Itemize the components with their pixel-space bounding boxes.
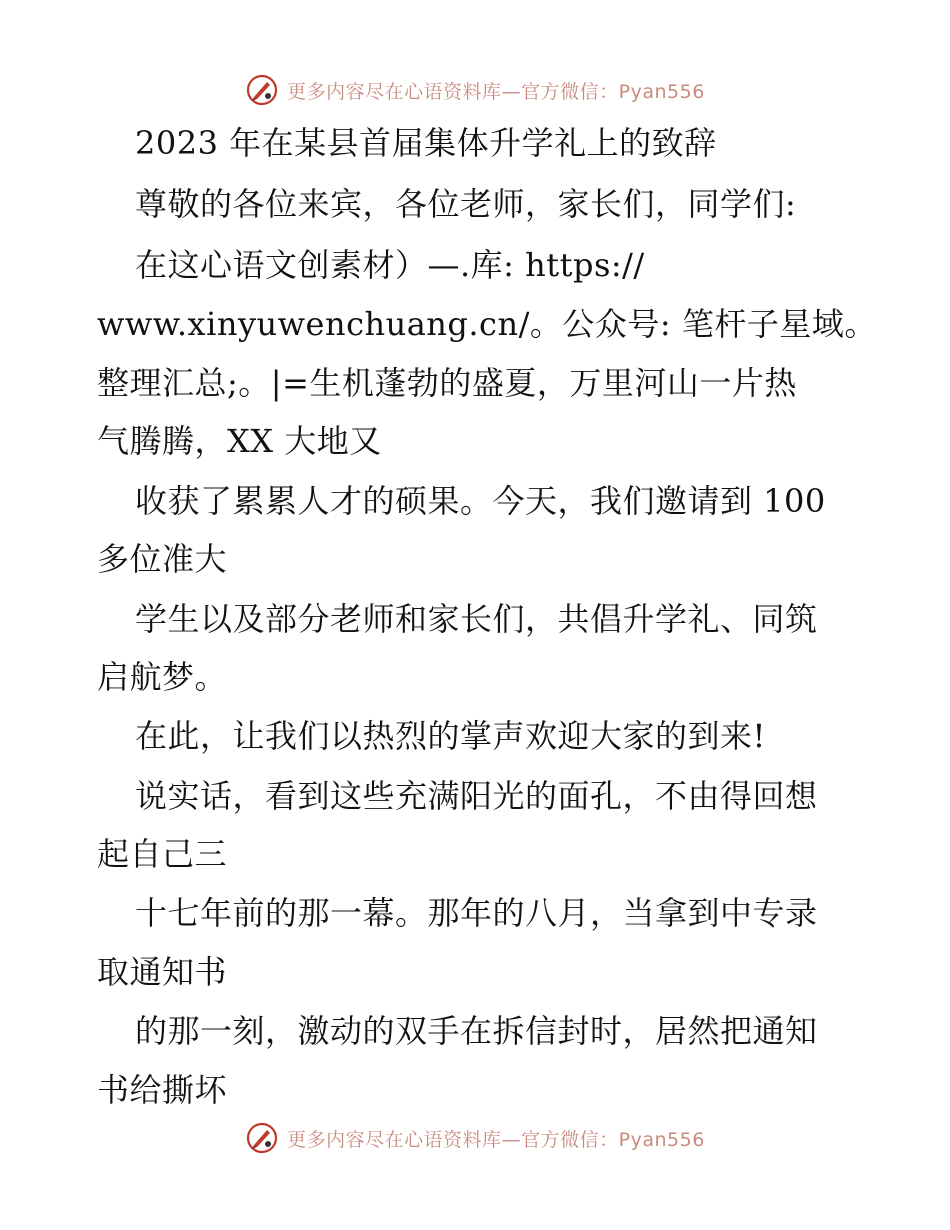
- paragraph-line: 十七年前的那一幕。那年的八月，当拿到中专录: [135, 894, 818, 932]
- paragraph-line: 在此，让我们以热烈的掌声欢迎大家的到来!: [135, 717, 766, 755]
- footer-banner: [0, 1118, 950, 1158]
- paragraph-line: 多位准大: [97, 540, 228, 578]
- header-banner-text: 更多内容尽在心语资料库—官方微信：Pyan556: [287, 80, 705, 103]
- paragraph-line: 收获了累累人才的硕果。今天，我们邀请到 100: [135, 482, 826, 520]
- paragraph-line: 说实话，看到这些充满阳光的面孔，不由得回想: [135, 777, 818, 815]
- paragraph-line: 起自己三: [97, 835, 228, 873]
- salutation: 尊敬的各位来宾，各位老师，家长们，同学们:: [135, 185, 797, 223]
- paragraph-line: 在这心语文创素材）—.库: https://: [135, 246, 645, 284]
- paragraph-line: www.xinyuwenchuang.cn/。公众号: 笔杆子星域。: [97, 305, 877, 343]
- paragraph-line: 学生以及部分老师和家长们，共倡升学礼、同筑: [135, 600, 818, 638]
- paragraph-line: 取通知书: [97, 953, 228, 991]
- paragraph-line: 气腾腾，XX 大地又: [97, 422, 382, 460]
- quill-pen-logo-icon: [245, 1121, 279, 1155]
- paragraph-line: 启航梦。: [97, 658, 228, 696]
- paragraph-line: 书给撕坏: [97, 1071, 228, 1109]
- paragraph-line: 的那一刻，激动的双手在拆信封时，居然把通知: [135, 1012, 818, 1050]
- document-title: 2023 年在某县首届集体升学礼上的致辞: [135, 124, 717, 162]
- paragraph-line: 整理汇总;。|=生机蓬勃的盛夏，万里河山一片热: [97, 364, 797, 402]
- header-banner: [0, 70, 950, 110]
- quill-pen-logo-icon: [245, 73, 279, 107]
- footer-banner-text: 更多内容尽在心语资料库—官方微信：Pyan556: [287, 1128, 705, 1151]
